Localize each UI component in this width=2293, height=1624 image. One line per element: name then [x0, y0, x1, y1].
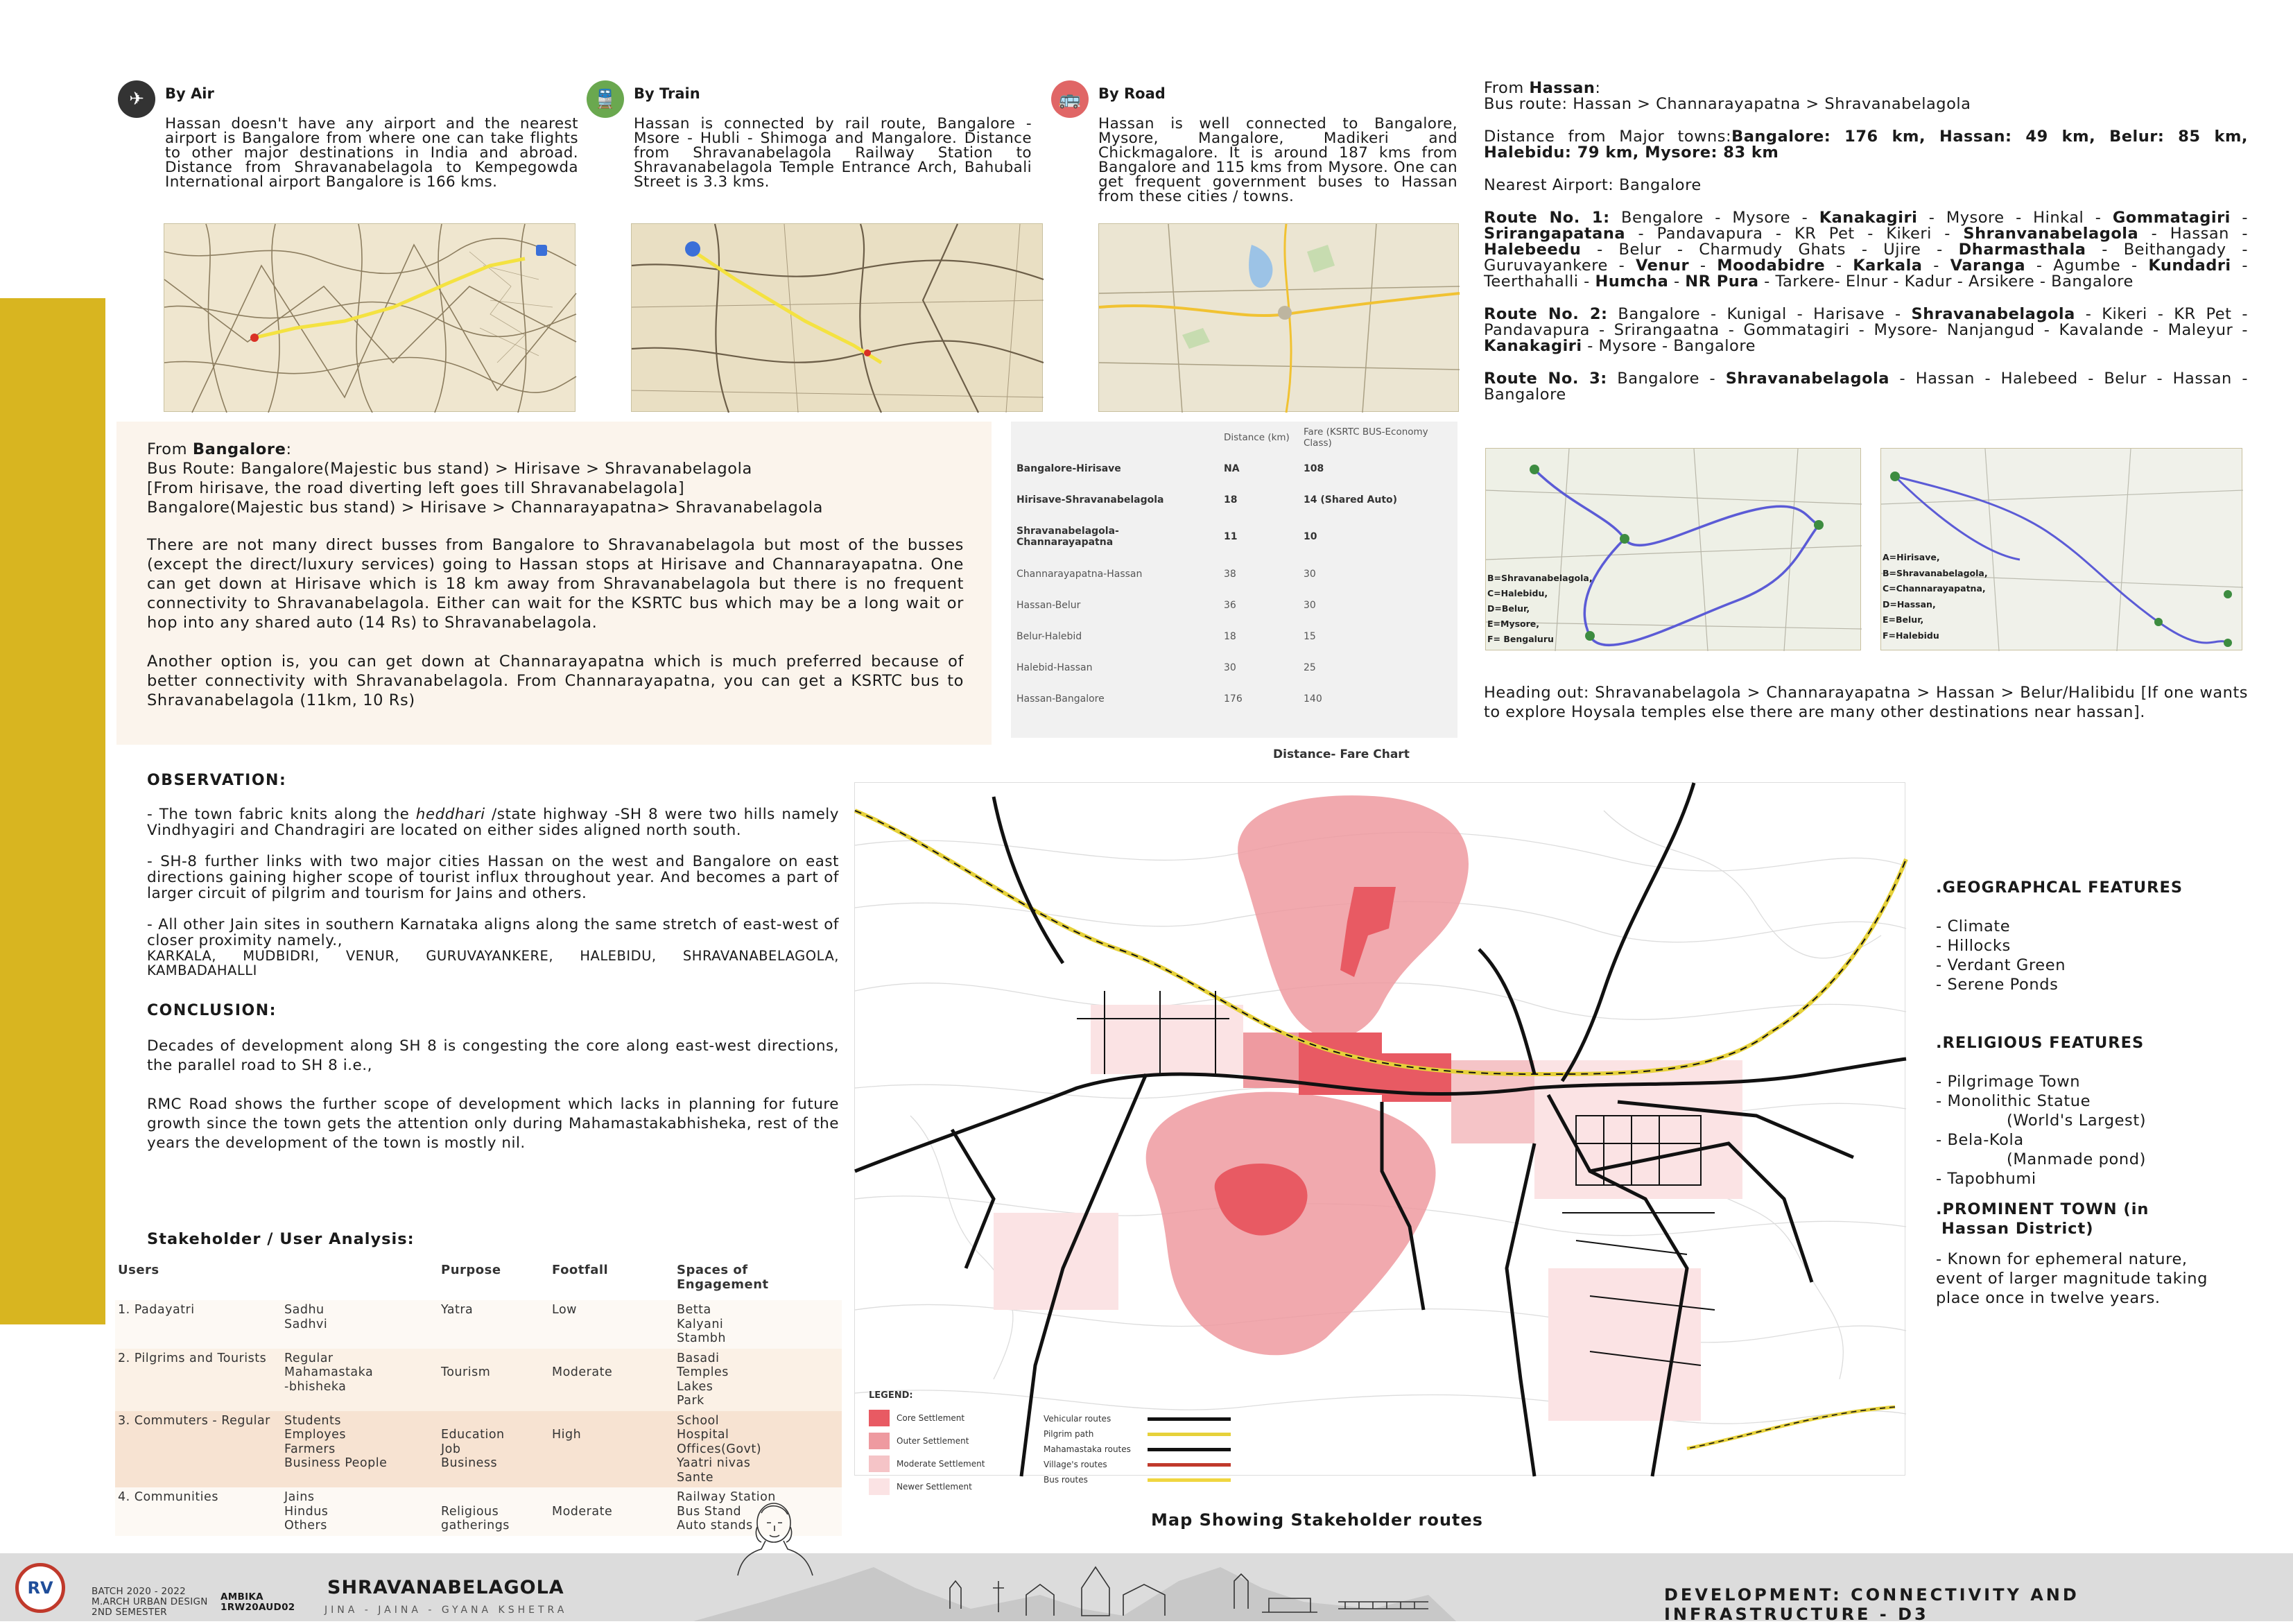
- rel-item-belakola-note: (Manmade pond): [2007, 1150, 2146, 1168]
- observation-point-2: - SH-8 further links with two major cities Hassan on the west and Bangalore on east directions gaining higher scope of tourist influx throughout year. And becomes a part of larger circuit of pilgrim and tourism for Jains and others.: [147, 853, 839, 902]
- observation-section: [147, 772, 839, 1168]
- route-map-2: [1880, 448, 2242, 650]
- fare-chart-caption: Distance- Fare Chart: [1273, 748, 1410, 761]
- rel-item-statue-note: (World's Largest): [2007, 1112, 2147, 1130]
- bahubali-statue-sketch: [734, 1499, 817, 1575]
- legend-settlement-item: Outer Settlement: [869, 1429, 1202, 1452]
- conclusion-point-1: Decades of development along SH 8 is congesting the core along east-west directions, the parallel road to SH 8 i.e.,: [147, 1037, 839, 1074]
- route-2: Route No. 2: Bangalore - Kunigal - Harisave - Shravanabelagola - Kikeri - KR Pet - Pandavapura - Srirangaatna - Gommatagiri - Mysore- Nanjangud - Kavalande - Maleyur - Kanakagiri - Mysore - Bangalore: [1484, 305, 2248, 355]
- legend-route-item: Mahamastaka routes: [1044, 1442, 1231, 1457]
- rel-item-pilgrimage: - Pilgrimage Town: [1936, 1073, 2081, 1091]
- stakeholder-title: Stakeholder / User Analysis:: [147, 1230, 415, 1248]
- airplane-icon: ✈: [118, 80, 155, 118]
- features-section: [1936, 878, 2227, 1308]
- route-map-2-legend: A=Hirisave, B=Shravanabelagola, C=Channarayapatna, D=Hassan, E=Belur, F=Halebidu: [1883, 552, 1988, 641]
- distance-major-towns: Distance from Major towns:Bangalore: 176 km, Hassan: 49 km, Belur: 85 km, Halebidu: 79 km, Mysore: 83 km: [1484, 128, 2248, 162]
- stakeholder-row: 1. Padayatri Sadhu Sadhvi Yatra Low Betta Kalyani Stambh: [115, 1300, 842, 1349]
- geo-item-climate: - Climate: [1936, 917, 2011, 935]
- train-route-map: [631, 223, 1043, 412]
- heading-out-text: Heading out: Shravanabelagola > Channarayapatna > Hassan > Belur/Halibidu [If one wants to explore Hoysala temples else there are many other destinations near hassan].: [1484, 684, 2248, 721]
- rel-item-tapobhumi: - Tapobhumi: [1936, 1170, 2036, 1188]
- from-hassan-section: [1484, 80, 2248, 420]
- decorative-side-bar: [0, 298, 105, 1324]
- fare-row: Belur-Halebid 18 15: [1016, 630, 1316, 642]
- by-train-section: [587, 82, 1046, 189]
- by-train-text: Hassan is connected by rail route, Bangalore - Msore - Hubli - Shimoga and Mangalore. Distance from Shravanabelagola Railway Station to Shravanabelagola Temple Entrance Arch, Bahubali Street is 3.3 kms.: [634, 115, 1032, 191]
- observation-point-3: - All other Jain sites in southern Karnataka aligns along the same stretch of east-west of closer proximity namely.,: [147, 916, 839, 949]
- observation-title: OBSERVATION:: [147, 772, 287, 789]
- stakeholder-table: [115, 1261, 842, 1536]
- footer-title: SHRAVANABELAGOLA: [327, 1577, 564, 1598]
- fare-row: Channarayapatna-Hassan 38 30: [1016, 568, 1316, 580]
- fare-row: Hassan-Bangalore 176 140: [1016, 693, 1322, 705]
- bangalore-route-2: [From hirisave, the road diverting left goes till Shravanabelagola]: [147, 479, 685, 497]
- legend-settlement-item: Core Settlement: [869, 1406, 1202, 1429]
- legend-swatch: [869, 1478, 890, 1495]
- legend-swatch: [869, 1433, 890, 1449]
- legend-route-item: Village's routes: [1044, 1457, 1231, 1472]
- sheet-title: DEVELOPMENT: CONNECTIVITY AND INFRASTRUCTURE - D3: [1664, 1585, 2079, 1624]
- train-icon: 🚆: [587, 80, 624, 118]
- route-map-1: [1485, 448, 1861, 650]
- bangalore-para-2: Another option is, you can get down at Channarayapatna which is much preferred because of better connectivity with Shravanabelagola. From Channarayapatna, you can get a KSRTC bus to Shravanabelagola (11km, 10 Rs): [147, 653, 964, 709]
- prominent-town-title-1: .PROMINENT TOWN (in: [1936, 1200, 2149, 1218]
- fare-row: Hirisave-Shravanabelagola 18 14 (Shared Auto): [1016, 494, 1398, 506]
- fare-row: Halebid-Hassan 30 25: [1016, 662, 1316, 673]
- by-air-section: [118, 82, 577, 189]
- geo-item-verdant: - Verdant Green: [1936, 956, 2066, 974]
- road-route-map: [1098, 223, 1459, 412]
- legend-swatch: [869, 1455, 890, 1472]
- map-route-legend: [1044, 1411, 1231, 1487]
- conclusion-title: CONCLUSION:: [147, 1002, 277, 1019]
- fare-row: Shravanabelagola-Channarayapatna 11 10: [1016, 526, 1317, 548]
- legend-settlement-item: Newer Settlement: [869, 1475, 1202, 1498]
- from-bangalore-section: [116, 422, 992, 745]
- from-bangalore-heading: From Bangalore:: [147, 440, 292, 458]
- nearest-airport: Nearest Airport: Bangalore: [1484, 176, 1702, 194]
- fare-row: Hassan-Belur 36 30: [1016, 599, 1316, 611]
- by-air-text: Hassan doesn't have any airport and the nearest airport is Bangalore from where one can take flights to other major destinations in India and abroad. Distance from Shravanabelagola to Kempegowda International airport Bangalore is 166 kms.: [165, 115, 578, 191]
- geographical-features-title: .GEOGRAPHCAL FEATURES: [1936, 879, 2183, 897]
- prominent-town-title-2: Hassan District): [1941, 1220, 2094, 1238]
- footer-bar: [0, 1553, 2293, 1624]
- by-road-text: Hassan is well connected to Bangalore, Mysore, Mangalore, Madikeri and Chickmagalore. It is around 187 kms from Bangalore and 115 kms from Mysore. One can get frequent government buses to Hassan from these cities / towns.: [1098, 115, 1457, 205]
- legend-route-item: Bus routes: [1044, 1472, 1231, 1487]
- legend-settlement-item: Moderate Settlement: [869, 1452, 1202, 1475]
- jain-sites-list: KARKALA, MUDBIDRI, VENUR, GURUVAYANKERE, HALEBIDU, SHRAVANABELAGOLA, KAMBADAHALLI: [147, 948, 839, 978]
- bangalore-para-1: There are not many direct busses from Bangalore to Shravanabelagola but most of the busses (except the direct/luxury services) going to Hassan stops at Hirisave and Channarayapatna. One can get down at Hirisave which is 18 km away from Shravanabelagola but there is no frequent connectivity to Shravanabelagola. Either can wait for the KSRTC bus which may be a long wait or hop into any shared auto (14 Rs) to Shravanabelagola.: [147, 536, 964, 632]
- bangalore-route-3: Bangalore(Majestic bus stand) > Hirisave > Channarayapatna> Shravanabelagola: [147, 499, 824, 517]
- stakeholder-routes-map: [854, 782, 1905, 1492]
- fare-row: Bangalore-Hirisave NA 108: [1016, 463, 1324, 474]
- legend-route-line: [1148, 1433, 1231, 1436]
- observation-point-1: - The town fabric knits along the heddhari /state highway -SH 8 were two hills namely Vindhyagiri and Chandragiri are located on either sides aligned north south.: [147, 806, 840, 839]
- route-map-1-legend: B=Shravanabelagola, C=Halebidu, D=Belur, E=Mysore, F= Bengaluru: [1487, 573, 1593, 644]
- legend-route-line: [1148, 1417, 1231, 1421]
- stakeholder-row: 3. Commuters - Regular Students Employes Farmers Business People Education Job Business High School Hospital Offices(Govt) Yaatri nivas Sante: [115, 1411, 842, 1488]
- legend-route-item: Vehicular routes: [1044, 1411, 1231, 1426]
- bangalore-route-1: Bus Route: Bangalore(Majestic bus stand) > Hirisave > Shravanabelagola: [147, 460, 752, 478]
- by-air-title: By Air: [165, 85, 214, 102]
- bus-icon: 🚌: [1051, 80, 1089, 118]
- rel-item-statue: - Monolithic Statue: [1936, 1092, 2091, 1110]
- center-map-caption: Map Showing Stakeholder routes: [1151, 1510, 1483, 1530]
- conclusion-point-2: RMC Road shows the further scope of development which lacks in planning for future growth since the town gets the attention only during Mahamastakabhisheka, rest of the years the development of the town is mostly nil.: [147, 1096, 839, 1152]
- rel-item-belakola: - Bela-Kola: [1936, 1131, 2024, 1149]
- stakeholder-row: 4. Communities Jains Hindus Others Religious gatherings Moderate Railway Station Bus Stand Auto stands: [115, 1487, 842, 1536]
- legend-route-item: Pilgrim path: [1044, 1426, 1231, 1442]
- fare-chart: [1011, 422, 1457, 738]
- by-train-title: By Train: [634, 85, 700, 102]
- from-hassan-heading: From Hassan:: [1484, 79, 1601, 97]
- by-road-section: [1051, 82, 1460, 204]
- rv-logo: RV: [15, 1563, 65, 1613]
- prominent-town-text: - Known for ephemeral nature, event of larger magnitude taking place once in twelve years.: [1936, 1250, 2208, 1307]
- hassan-bus-route: Bus route: Hassan > Channarayapatna > Shravanabelagola: [1484, 95, 1971, 113]
- stakeholder-header-row: Users Purpose Footfall Spaces of Engagement: [118, 1263, 769, 1292]
- geo-item-ponds: - Serene Ponds: [1936, 976, 2059, 994]
- course-info: BATCH 2020 - 2022 M.ARCH URBAN DESIGN 2ND SEMESTER: [92, 1586, 208, 1618]
- air-route-map: [164, 223, 576, 412]
- religious-features-title: .RELIGIOUS FEATURES: [1936, 1034, 2145, 1052]
- legend-route-line: [1148, 1448, 1231, 1451]
- route-3: Route No. 3: Bangalore - Shravanabelagola - Hassan - Halebeed - Belur - Hassan - Bangalore: [1484, 370, 2248, 404]
- legend-swatch: [869, 1410, 890, 1426]
- by-road-title: By Road: [1098, 85, 1166, 102]
- fare-header-row: Distance (km) Fare (KSRTC BUS-Economy Class): [1224, 426, 1428, 449]
- footer-subtitle: JINA - JAINA - GYANA KSHETRA: [325, 1605, 568, 1616]
- map-legend-title: LEGEND:: [869, 1390, 913, 1401]
- student-info: AMBIKA 1RW20AUD02: [220, 1591, 295, 1613]
- geo-item-hillocks: - Hillocks: [1936, 937, 2011, 955]
- stakeholder-row: 2. Pilgrims and Tourists Regular Mahamastaka -bhisheka Tourism Moderate Basadi Temples Lakes Park: [115, 1349, 842, 1411]
- legend-route-line: [1148, 1463, 1231, 1467]
- legend-route-line: [1148, 1478, 1231, 1482]
- route-1: Route No. 1: Bengalore - Mysore - Kanakagiri - Mysore - Hinkal - Gommatagiri - Srirangapatana - Pandavapura - KR Pet - Kikeri - Shranvanabelagola - Hassan - Halebeedu - Belur - Charmudy Ghats - Ujire - Dharmasthala - Beithangady - Guruvayankere - Venur - Moodabidre - Karkala - Varanga - Agumbe - Kundadri - Teerthahalli - Humcha - NR Pura - Tarkere- Elnur - Kadur - Arsikere - Bangalore: [1484, 209, 2249, 291]
